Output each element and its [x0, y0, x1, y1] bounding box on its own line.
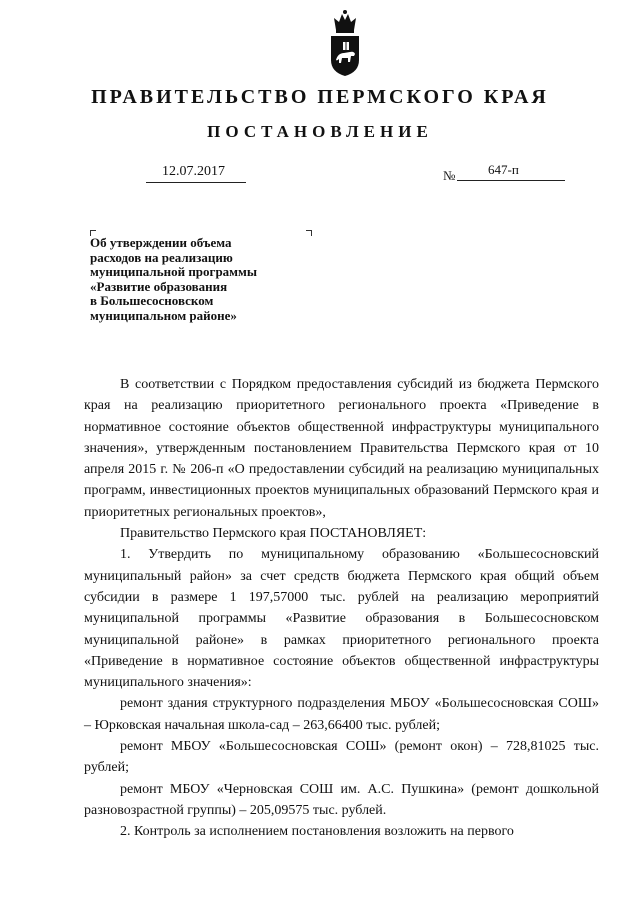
body-paragraph: В соответствии с Порядком предоставления субсидий из бюджета Пермского края на реализацию приоритетного регионального проекта «Приведение в нормативное состояние объектов общественной инфраструктуры муниципального значения», утвержденным постановлением Правительства Пермского края от 10 апреля 2015 г. № 206-п «О предоставлении субсидий на реализацию муниципальных программ, инвестиционных проектов муниципальных образований Пермского края и приоритетных региональных проектов», [84, 377, 599, 520]
document-subject [90, 236, 320, 324]
document-type: ПОСТАНОВЛЕНИЕ [207, 122, 433, 141]
body-paragraph: 2. Контроль за исполнением постановления возложить на первого [120, 824, 514, 840]
body-paragraph: ремонт МБОУ «Большесосновская СОШ» (ремонт окон) – 728,81025 тыс. рублей; [84, 739, 599, 776]
subject-line: муниципальном районе» [90, 307, 237, 323]
document-body [84, 374, 599, 843]
subject-line: расходов на реализацию [90, 249, 233, 265]
coat-of-arms-icon [328, 8, 362, 78]
subject-line: в Большесосновском [90, 293, 214, 309]
subject-line: «Развитие образования [90, 278, 228, 294]
document-number: 647-п [488, 162, 519, 177]
body-paragraph: Правительство Пермского края ПОСТАНОВЛЯЕТ: [120, 526, 427, 542]
body-paragraph: ремонт МБОУ «Черновская СОШ им. А.С. Пушкина» (ремонт дошкольной разновозрастной группы) – 205,09575 тыс. рублей. [84, 781, 599, 818]
subject-line: муниципальной программы [90, 264, 258, 280]
body-paragraph: 1. Утвердить по муниципальному образованию «Большесосновский муниципальный район» за счет средств бюджета Пермского края общий объем субсидии в размере 1 197,57000 тыс. рублей на реализацию мероприятий муниципальной программы «Развитие образования в Большесосновском муниципальной районе» в рамках приоритетного регионального проекта «Приведение в нормативное состояние объектов общественной инфраструктуры муниципального значения»: [84, 547, 599, 691]
subject-line: Об утверждении объема [90, 235, 232, 250]
number-sign: № [443, 168, 456, 183]
body-paragraph: ремонт здания структурного подразделения МБОУ «Большесосновская СОШ» – Юрковская начальная школа-сад – 263,66400 тыс. рублей; [84, 696, 599, 733]
government-title: ПРАВИТЕЛЬСТВО ПЕРМСКОГО КРАЯ [91, 86, 549, 108]
document-date: 12.07.2017 [162, 164, 225, 179]
